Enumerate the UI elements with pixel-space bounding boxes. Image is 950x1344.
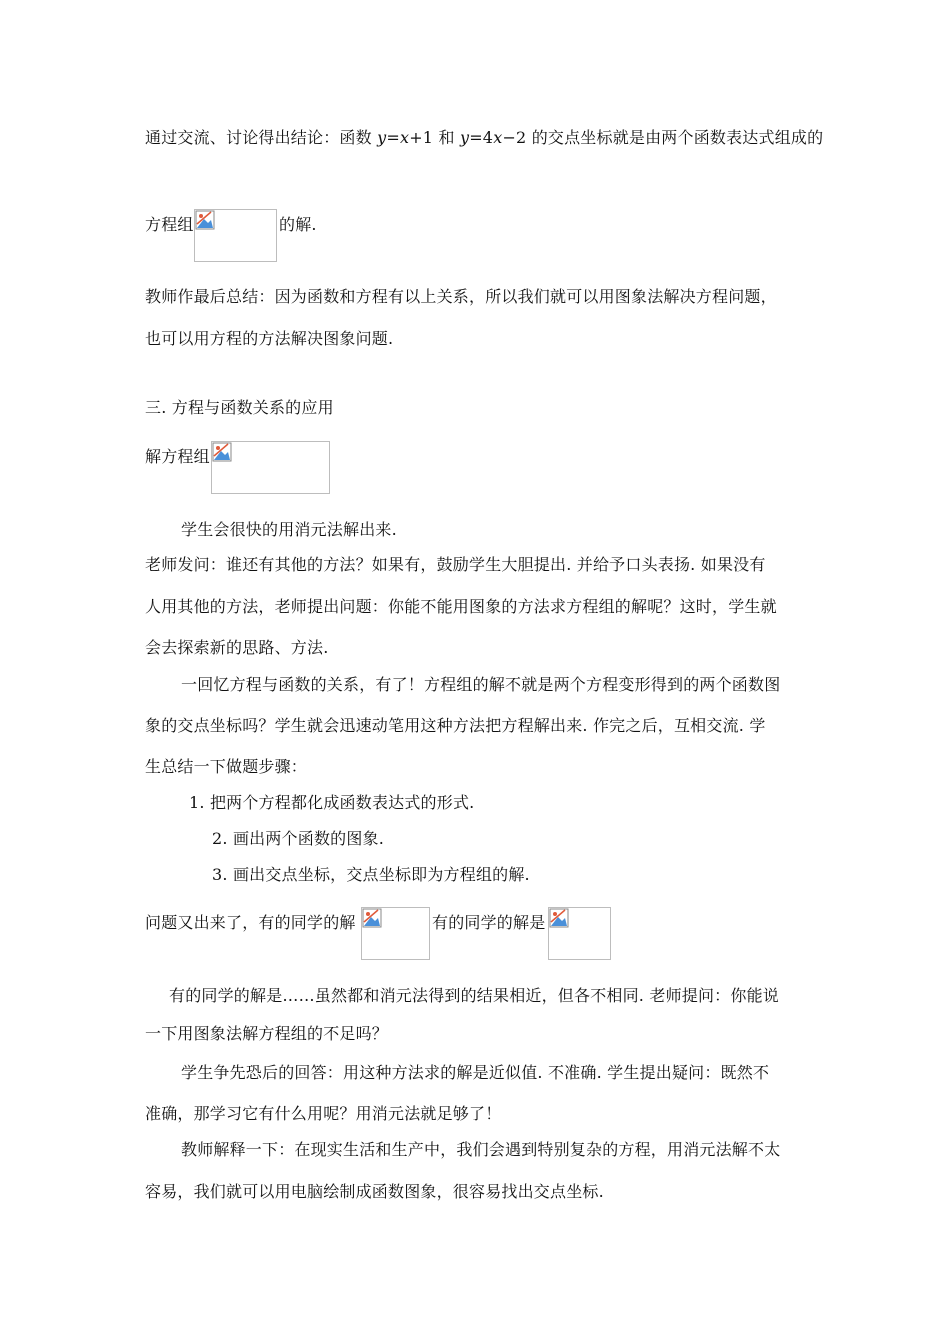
solution-image-2	[548, 907, 611, 960]
differences-line-1: 有的同学的解是……虽然都和消元法得到的结果相近，但各不相同. 老师提问：你能说	[169, 986, 779, 1005]
summary-line-1: 教师作最后总结：因为函数和方程有以上关系，所以我们就可以用图象法解决方程问题，	[145, 287, 777, 306]
recall-line-3: 生总结一下做题步骤：	[145, 757, 308, 776]
conclusion-line-2-after: 的解.	[279, 215, 317, 234]
broken-image-icon	[212, 442, 232, 462]
conclusion-line-1	[145, 128, 823, 148]
recall-line-2: 象的交点坐标吗？学生就会迅速动笔用这种方法把方程解出来. 作完之后，互相交流. 学	[145, 716, 766, 735]
solution-image-1	[361, 907, 430, 960]
students-answer-line-1: 学生争先恐后的回答：用这种方法求的解是近似值. 不准确. 学生提出疑问：既然不	[181, 1063, 770, 1082]
equation-system-image-2	[211, 441, 330, 494]
var-x: x	[399, 128, 410, 147]
step-3: 3. 画出交点坐标，交点坐标即为方程组的解.	[212, 865, 530, 884]
teacher-question-line-2: 人用其他的方法，老师提出问题：你能不能用图象的方法求方程组的解呢？这时，学生就	[145, 597, 777, 616]
step-1: 1. 把两个方程都化成函数表达式的形式.	[189, 793, 475, 812]
recall-line-1: 一回忆方程与函数的关系，有了！方程组的解不就是两个方程变形得到的两个函数图	[181, 675, 781, 694]
problem-line-b: 有的同学的解是	[432, 913, 546, 932]
problem-line-a: 问题又出来了，有的同学的解	[145, 913, 356, 932]
summary-line-2: 也可以用方程的方法解决图象问题.	[145, 329, 394, 348]
var-x: x	[493, 128, 503, 147]
var-y: y	[377, 128, 387, 147]
conclusion-line-2-before: 方程组	[145, 215, 194, 234]
step-2: 2. 画出两个函数的图象.	[212, 829, 385, 848]
section-heading: 三. 方程与函数关系的应用	[145, 398, 334, 417]
broken-image-icon	[549, 908, 569, 928]
teacher-explain-line-2: 容易，我们就可以用电脑绘制成函数图象，很容易找出交点坐标.	[145, 1182, 604, 1201]
students-answer-line-2: 准确，那学习它有什么用呢？用消元法就足够了！	[145, 1104, 502, 1123]
solve-label: 解方程组	[145, 447, 210, 466]
text-segment: 通过交流、讨论得出结论：函数	[145, 128, 378, 147]
broken-image-icon	[195, 210, 215, 230]
students-elimination: 学生会很快的用消元法解出来.	[181, 520, 397, 539]
differences-line-2: 一下用图象法解方程组的不足吗？	[145, 1024, 389, 1043]
broken-image-icon	[362, 908, 382, 928]
teacher-question-line-1: 老师发问：谁还有其他的方法？如果有，鼓励学生大胆提出. 并给予口头表扬. 如果没有	[145, 555, 766, 574]
equation-system-image-1	[194, 209, 277, 262]
var-y: y	[459, 128, 470, 147]
text-segment: =	[386, 128, 400, 147]
teacher-question-line-3: 会去探索新的思路、方法.	[145, 638, 329, 657]
text-segment: +1 和	[409, 128, 460, 147]
text-segment: −2 的交点坐标就是由两个函数表达式组成的	[502, 128, 824, 147]
teacher-explain-line-1: 教师解释一下：在现实生活和生产中，我们会遇到特别复杂的方程，用消元法解不太	[181, 1140, 781, 1159]
text-segment: =4	[469, 128, 494, 147]
